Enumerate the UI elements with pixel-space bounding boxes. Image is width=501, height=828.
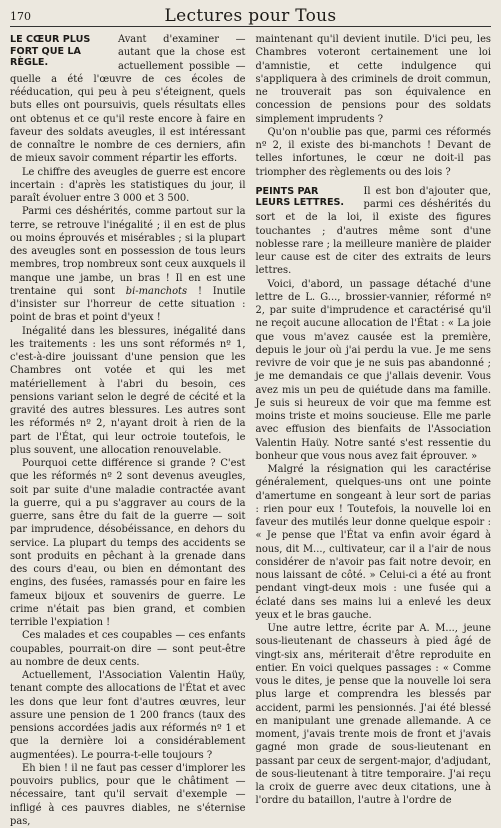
paragraph: Voici, d'abord, un passage détaché d'une lettre de L. G..., brossier-vannier, réformé nº 2, par suite d'imprudence et caractérisé qu'il ne reçoit aucune allocation de l'État : « La joie que vous m'avez causée est la première, depuis le jour où j'ai perdu la vue. Je me sens revivre de voir que je ne suis pas abandonné ; je me demandais ce que j'allais devenir. Vous avez mis un peu de quiétude dans ma famille. Je suis si heureux de voir que ma femme est moins triste et moins soucieuse. Elle me parle avec effusion des bienfaits de l'Association Valentin Haüy. Notre santé s'est ressentie du bonheur que vous nous avez fait éprouver. »: [255, 278, 491, 462]
paragraph: [10, 205, 246, 324]
right-column: [255, 33, 492, 807]
paragraph-text: Parmi ces déshérités, comme partout sur la terre, se retrouve l'inégalité ; il en est de plus ou moins éprouvés et misérables ; si la plupart des aveugles sont en possession de tous leurs membres, trop nombreux sont ceux auxquels il manque une jambe, un bras ! Il en est une trentaine qui sont: [10, 206, 246, 297]
emphasis-text: bi-manchots: [125, 285, 188, 297]
page-header: [10, 4, 491, 27]
paragraph-text: ! Inutile d'insister sur l'horreur de cette situation : point de bras et point d'yeux !: [10, 285, 246, 324]
paragraph: Malgré la résignation qui les caractérise généralement, quelques-uns ont une pointe d'amertume en songeant à leur sort de parias : rien pour eux ! Toutefois, la nouvelle loi en faveur des mutilés leur donne quelque espoir : « Je pense que l'État va enfin avoir égard à nous, dit M..., cultivateur, car il a l'air de nous considérer de n'avoir pas fait notre devoir, en nous laissant de côté. » Celui-ci a été au front pendant vingt-deux mois : une fusée qui a éclaté dans ses mains lui a enlevé les deux yeux et le bras gauche.: [255, 464, 491, 621]
paragraph: Inégalité dans les blessures, inégalité dans les traitements : les uns sont réformés nº 1, c'est-à-dire jouissant d'une pension que les Chambres ont votée et qui les met matériellement à l'abri du besoin, ces pensions variant selon le degré de cécité et la gravité des autres blessures. Les autres sont les réformés nº 2, n'ayant droit à rien de la part de l'État, qui leur octroie toutefois, le plus souvent, une allocation renouvelable.: [10, 325, 246, 456]
paragraph: Ces malades et ces coupables — ces enfants coupables, pourrait-on dire — sont peut-être au nombre de deux cents.: [10, 630, 246, 668]
paragraph: Eh bien ! il ne faut pas cesser d'implorer les pouvoirs publics, pour que le châtiment — nécessaire, tant qu'il servait d'exemple — infligé à ces pauvres diables, ne s'éternise pas,: [10, 762, 246, 827]
text-columns: [10, 33, 491, 827]
paragraph-text: Avant d'examiner — autant que la chose est actuellement possible — quelle a été l'œuvre de ces écoles de rééducation, qui peu à peu s'éteignent, quels buts elles ont poursuivis, quels résultats elles ont obtenus et ce qu'il reste encore à faire en faveur des soldats aveugles, il est intéressant de connaître le nombre de ces derniers, afin de mieux savoir comment répartir les efforts.: [10, 34, 246, 165]
paragraph: Qu'on n'oublie pas que, parmi ces réformés nº 2, il existe des bi-manchots ! Devant de telles infortunes, le cœur ne doit-il pas triompher des règlements ou des lois ?: [255, 126, 491, 178]
paragraph-text: Il est bon d'ajouter que, parmi ces déshérités du sort et de la loi, il existe des figures touchantes ; d'autres même sont d'une noblesse rare ; la meilleure manière de plaider leur cause est de citer des extraits de leurs lettres.: [255, 185, 491, 277]
paragraph: Une autre lettre, écrite par A. M..., jeune sous-lieutenant de chasseurs à pied âgé de vingt-six ans, mériterait d'être reproduite en entier. En voici quelques passages : « Comme vous le dites, je pense que la nouvelle loi sera plus large et comprendra les blessés par accident, parmi les pensionnés. J'ai été blessé en manipulant une grenade allemande. A ce moment, j'avais trente mois de front et j'avais gagné mon grade de sous-lieutenant en passant par ceux de sergent-major, d'adjudant, de sous-lieutenant à titre temporaire. J'ai reçu la croix de guerre avec deux citations, une à l'ordre du bataillon, l'autre à l'ordre de: [255, 623, 491, 807]
paragraph: maintenant qu'il devient inutile. D'ici peu, les Chambres voteront certainement une loi d'amnistie, et cette indulgence qui s'appliquera à des criminels de droit commun, ne trouverait pas son équivalence en concession de pensions pour des soldats simplement imprudents ?: [255, 34, 491, 125]
running-title: Lectures pour Tous: [164, 6, 337, 26]
paragraph: [256, 185, 492, 278]
paragraph: [10, 33, 246, 166]
paragraph: Pourquoi cette différence si grande ? C'est que les réformés nº 2 sont devenus aveugles, soit par suite d'une maladie contractée avant la guerre, qui a pu s'aggraver au cours de la guerre, sans être du fait de la guerre — soit par imprudence, désobéissance, en dehors du service. La plupart du temps des accidents se sont produits en pêchant à la grenade dans des cours d'eau, ou bien en démontant des engins, des fusées, ramassés pour en faire les fameux bijoux et souvenirs de guerre. Le crime n'était pas bien grand, et combien terrible l'expiation !: [10, 458, 246, 628]
paragraph: Le chiffre des aveugles de guerre est encore incertain : d'après les statistiques du jour, il paraît évoluer entre 3 000 et 3 500.: [10, 166, 246, 204]
left-column: [10, 33, 246, 827]
page-number: 170: [10, 10, 31, 23]
section-heading-coeur: LE CŒUR PLUS FORT QUE LA RÈGLE.: [10, 34, 91, 68]
section-heading-peints: PEINTS PAR LEURS LETTRES.: [255, 185, 345, 209]
paragraph: Actuellement, l'Association Valentin Haüy, tenant compte des allocations de l'État et avec les dons que leur font d'autres œuvres, leur assure une pension de 1 200 francs (taux des pensions accordées jadis aux réformés nº 1 et que la dernière loi a considérablement augmentées). Le pourra-t-elle toujours ?: [10, 670, 246, 761]
